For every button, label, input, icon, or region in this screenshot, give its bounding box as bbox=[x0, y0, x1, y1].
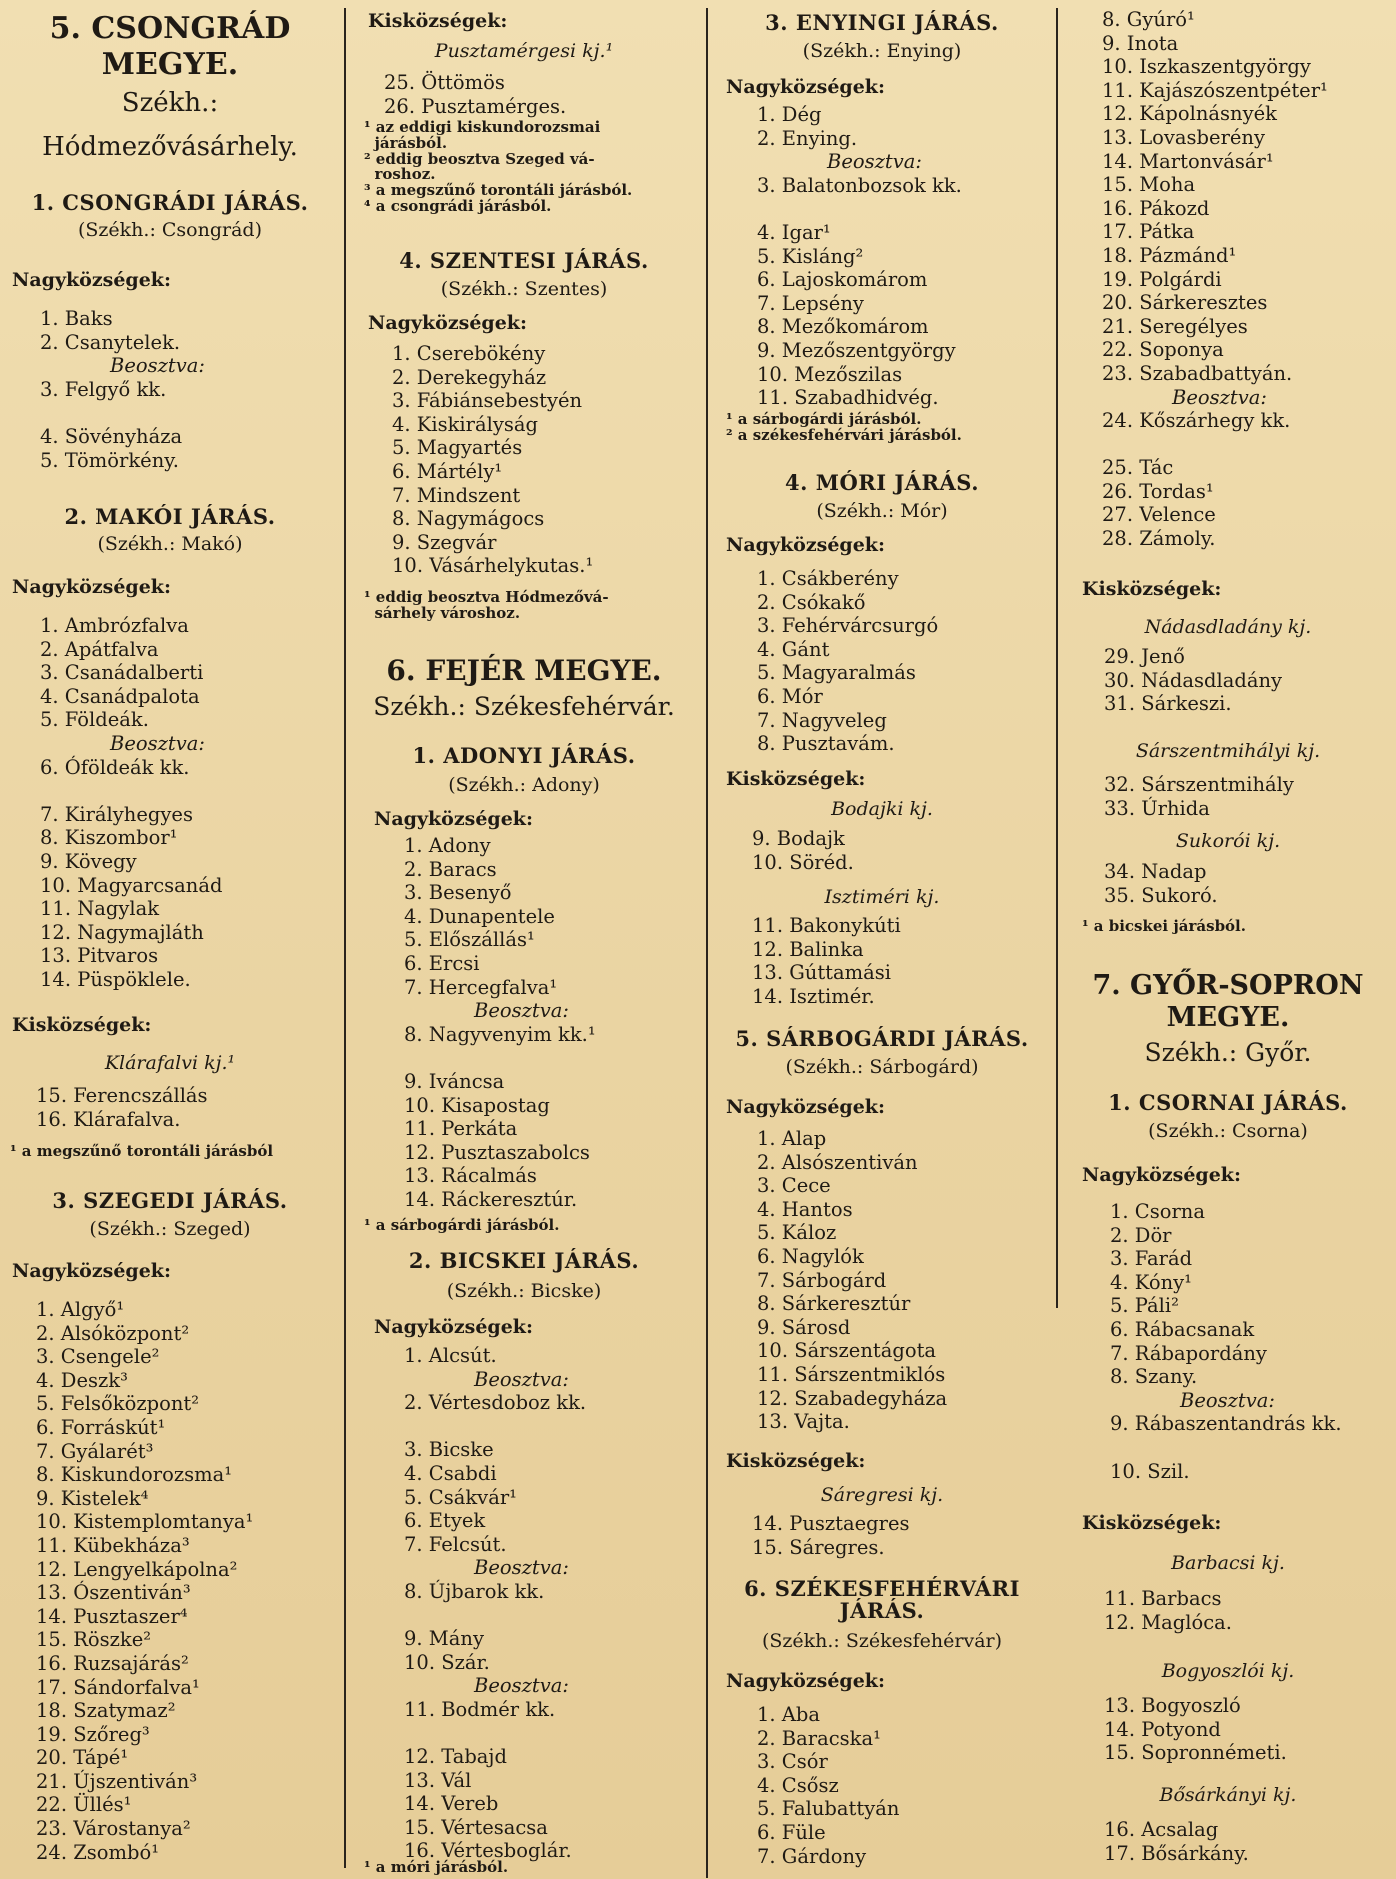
district-seat: (Székh.: Sárbogárd) bbox=[785, 1056, 979, 1078]
list-item: 2. Vértesdoboz kk. bbox=[404, 1391, 587, 1415]
list-item: 9. Bodajk bbox=[752, 827, 845, 850]
list-item: 1. Algyő¹ bbox=[36, 1298, 125, 1321]
list-item: 9. Mezőszentgyörgy bbox=[757, 338, 956, 362]
list-item: 2. Alsóközpont² bbox=[36, 1321, 190, 1345]
village-list bbox=[40, 307, 205, 472]
list-item: 9. Kistelek⁴ bbox=[36, 1486, 149, 1510]
list-item: 8. Gyúró¹ bbox=[1102, 8, 1195, 31]
list-item: 2. Enying. bbox=[757, 126, 858, 150]
megye-seat: Székh.: Győr. bbox=[1144, 1038, 1312, 1067]
district-seat: (Székh.: Mór) bbox=[816, 500, 948, 522]
footnote: ¹ a sárbogárdi járásból. bbox=[364, 1216, 560, 1234]
district-title: 4. SZENTESI JÁRÁS. bbox=[399, 248, 649, 273]
list-item: 14. Ráckeresztúr. bbox=[404, 1187, 578, 1211]
list-item: Beosztva: bbox=[110, 731, 205, 755]
list-item: 4. Kiskirályság bbox=[392, 412, 538, 436]
column-3 bbox=[712, 0, 1052, 1879]
district-title: 2. BICSKEI JÁRÁS. bbox=[408, 1248, 640, 1273]
list-item: 8. Nagyvenyim kk.¹ bbox=[404, 1022, 596, 1046]
column-4 bbox=[1060, 0, 1396, 1879]
subdistrict-title: Sárszentmihályi kj. bbox=[1135, 740, 1321, 762]
list-item: 14. Pusztaszer⁴ bbox=[36, 1604, 188, 1628]
footnote: ¹ a sárbogárdi járásból. ² a székesfehérvári járásból. bbox=[726, 410, 962, 444]
group-heading: Kisközségek: bbox=[1082, 578, 1222, 600]
list-item: 2. Csókakő bbox=[757, 590, 866, 614]
district-seat: (Székh.: Enying) bbox=[802, 40, 962, 62]
district-title: 3. ENYINGI JÁRÁS. bbox=[765, 10, 999, 35]
list-item: 2. Csanytelek. bbox=[40, 330, 181, 354]
district-seat: (Székh.: Szeged) bbox=[89, 1218, 251, 1240]
list-item: 7. Sárbogárd bbox=[757, 1268, 887, 1292]
list-item: 3. Farád bbox=[1110, 1247, 1193, 1271]
district-title: 5. SÁRBOGÁRDI JÁRÁS. bbox=[735, 1026, 1029, 1051]
list-item: 16. Ruzsajárás² bbox=[36, 1651, 189, 1675]
list-item: 6. Lajoskomárom bbox=[757, 268, 928, 292]
list-item: 3. Csanádalberti bbox=[40, 661, 204, 685]
village-list bbox=[36, 1298, 253, 1864]
list-item: 18. Pázmánd¹ bbox=[1102, 243, 1237, 267]
district-title: 6. SZÉKESFEHÉRVÁRI bbox=[744, 1576, 1020, 1601]
list-item bbox=[40, 779, 222, 803]
list-item: 10. Magyarcsanád bbox=[40, 873, 223, 897]
list-item: 28. Zámoly. bbox=[1102, 527, 1216, 551]
list-item: 11. Kajászószentpéter¹ bbox=[1102, 78, 1328, 102]
group-heading: Nagyközségek: bbox=[374, 1316, 533, 1338]
list-item bbox=[1102, 433, 1328, 457]
district-title: 1. ADONYI JÁRÁS. bbox=[412, 743, 636, 768]
list-item bbox=[404, 1046, 596, 1070]
group-heading: Nagyközségek: bbox=[374, 808, 533, 830]
list-item: 16. Pákozd bbox=[1102, 196, 1210, 220]
list-item: 5. Tömörkény. bbox=[40, 448, 179, 472]
list-item: 10. Kisapostag bbox=[404, 1093, 550, 1117]
list-item: 4. Sövényháza bbox=[40, 424, 183, 448]
list-item bbox=[404, 1415, 586, 1439]
list-item bbox=[757, 197, 962, 221]
column-divider bbox=[1056, 8, 1058, 1308]
list-item: 21. Seregélyes bbox=[1102, 314, 1248, 338]
megye-title: 6. FEJÉR MEGYE. bbox=[386, 654, 662, 687]
list-item: 6. Óföldeák kk. bbox=[40, 755, 190, 779]
list-item: 3. Balatonbozsok kk. bbox=[757, 173, 962, 197]
list-item: 4. Dunapentele bbox=[404, 904, 555, 928]
village-list bbox=[1104, 645, 1282, 716]
list-item: 26. Tordas¹ bbox=[1102, 479, 1214, 503]
list-item: 6. Füle bbox=[757, 1820, 826, 1844]
list-item: 1. Baks bbox=[40, 307, 113, 330]
list-item: 4. Csősz bbox=[757, 1773, 839, 1797]
list-item bbox=[404, 1604, 586, 1628]
list-item: 13. Vál bbox=[404, 1768, 472, 1792]
list-item: Beosztva: bbox=[474, 999, 569, 1023]
list-item: 12. Nagymajláth bbox=[40, 920, 204, 944]
list-item: 1. Cserebökény bbox=[392, 342, 546, 365]
list-item: 11. Bodmér kk. bbox=[404, 1697, 556, 1721]
group-heading: Kisközségek: bbox=[368, 10, 508, 32]
village-list bbox=[36, 1084, 208, 1131]
list-item: 5. Káloz bbox=[757, 1221, 837, 1245]
village-list bbox=[1104, 1694, 1287, 1765]
list-item: 8. Kiszombor¹ bbox=[40, 826, 178, 850]
list-item: 6. Mártély¹ bbox=[392, 459, 503, 483]
list-item: Beosztva: bbox=[474, 1556, 569, 1580]
subdistrict-title: Sukorói kj. bbox=[1175, 830, 1281, 852]
list-item: 8. Sárkeresztúr bbox=[757, 1292, 911, 1316]
group-heading: Nagyközségek: bbox=[368, 312, 527, 334]
list-item: 7. Felcsút. bbox=[404, 1532, 507, 1556]
list-item: Beosztva: bbox=[827, 150, 922, 174]
list-item: Beosztva: bbox=[474, 1367, 569, 1391]
list-item: 5. Előszállás¹ bbox=[404, 928, 535, 952]
list-item: 4. Gánt bbox=[757, 637, 830, 661]
list-item: 3. Fehérvárcsurgó bbox=[757, 614, 939, 638]
footnote: ¹ az eddigi kiskundorozsmai járásból. ² eddig beosztva Szeged vá- roshoz. ³ a megszűnő torontáli járásból. ⁴ a csongrádi járásból. bbox=[364, 118, 633, 215]
footnote: ¹ a megszűnő torontáli járásból bbox=[10, 1142, 274, 1160]
megye-seat: Hódmezővásárhely. bbox=[42, 132, 298, 162]
list-item: 6. Forráskút¹ bbox=[36, 1415, 166, 1439]
list-item: 29. Jenő bbox=[1104, 645, 1185, 668]
village-list bbox=[404, 1344, 586, 1863]
list-item: 2. Apátfalva bbox=[40, 637, 159, 661]
list-item: 7. Hercegfalva¹ bbox=[404, 975, 558, 999]
megye-title: MEGYE. bbox=[1166, 1002, 1290, 1033]
list-item: 3. Csengele² bbox=[36, 1345, 160, 1369]
district-seat: (Székh.: Makó) bbox=[97, 533, 243, 555]
list-item: 21. Újszentiván³ bbox=[36, 1769, 198, 1793]
list-item: 14. Vereb bbox=[404, 1792, 499, 1816]
list-item: 9. Kövegy bbox=[40, 849, 137, 873]
list-item: 10. Szil. bbox=[1110, 1459, 1190, 1483]
list-item: 15. Moha bbox=[1102, 173, 1196, 197]
list-item: 1. Ambrózfalva bbox=[40, 614, 189, 637]
list-item: 15. Sopronnémeti. bbox=[1104, 1741, 1287, 1765]
list-item: 7. Gyálarét³ bbox=[36, 1439, 154, 1463]
list-item: 12. Pusztaszabolcs bbox=[404, 1140, 590, 1164]
list-item: 6. Mór bbox=[757, 684, 823, 708]
column-1 bbox=[0, 0, 340, 1879]
list-item: 11. Nagylak bbox=[40, 897, 160, 921]
list-item: 3. Csór bbox=[757, 1750, 828, 1774]
list-item: 7. Rábapordány bbox=[1110, 1341, 1267, 1365]
list-item: 20. Sárkeresztes bbox=[1102, 291, 1268, 315]
list-item: 7. Lepsény bbox=[757, 291, 864, 315]
list-item: 19. Polgárdi bbox=[1102, 267, 1222, 291]
group-heading: Nagyközségek: bbox=[12, 576, 171, 598]
list-item: 27. Velence bbox=[1102, 503, 1216, 527]
list-item: 4. Csabdi bbox=[404, 1461, 497, 1485]
list-item: 13. Ószentiván³ bbox=[36, 1581, 191, 1605]
list-item: 24. Kőszárhegy kk. bbox=[1102, 409, 1291, 433]
list-item: 14. Martonvásár¹ bbox=[1102, 149, 1274, 173]
district-title: 1. CSONGRÁDI JÁRÁS. bbox=[31, 190, 309, 215]
group-heading: Kisközségek: bbox=[1082, 1512, 1222, 1534]
list-item: 6. Ercsi bbox=[404, 951, 480, 975]
megye-seat-label: Székh.: bbox=[121, 88, 219, 118]
list-item: 4. Igar¹ bbox=[757, 220, 831, 244]
list-item: 22. Soponya bbox=[1102, 338, 1224, 362]
list-item: 15. Vértesacsa bbox=[404, 1815, 548, 1839]
village-list bbox=[757, 103, 962, 410]
list-item: 26. Pusztamérges. bbox=[384, 94, 567, 118]
district-seat: (Székh.: Szentes) bbox=[440, 278, 608, 300]
list-item: 10. Söréd. bbox=[752, 850, 854, 874]
list-item: 11. Barbacs bbox=[1104, 1587, 1222, 1610]
village-list bbox=[1104, 773, 1294, 820]
list-item: 3. Besenyő bbox=[404, 881, 512, 905]
list-item: 1. Aba bbox=[757, 1703, 820, 1726]
footnote: ¹ a bicskei járásból. bbox=[1082, 917, 1246, 935]
list-item: 13. Bogyoszló bbox=[1104, 1694, 1241, 1717]
column-divider bbox=[344, 8, 346, 1868]
list-item: 9. Sárosd bbox=[757, 1315, 851, 1339]
village-list bbox=[1102, 8, 1328, 551]
list-item: Beosztva: bbox=[110, 354, 205, 378]
list-item: 3. Bicske bbox=[404, 1438, 494, 1462]
list-item: 2. Baracs bbox=[404, 857, 497, 881]
district-seat: (Székh.: Csongrád) bbox=[77, 219, 263, 241]
list-item: 4. Hantos bbox=[757, 1197, 853, 1221]
list-item: 5. Magyaralmás bbox=[757, 661, 916, 685]
list-item: 7. Nagyveleg bbox=[757, 708, 887, 732]
column-divider bbox=[706, 8, 708, 1878]
list-item: 7. Mindszent bbox=[392, 483, 521, 507]
list-item: 13. Rácalmás bbox=[404, 1164, 537, 1188]
list-item: 8. Mezőkomárom bbox=[757, 315, 929, 339]
list-item: 17. Pátka bbox=[1102, 220, 1195, 244]
district-seat: (Székh.: Székesfehérvár) bbox=[761, 1630, 1003, 1652]
list-item: 31. Sárkeszi. bbox=[1104, 692, 1232, 716]
list-item: 13. Lovasberény bbox=[1102, 125, 1266, 149]
list-item bbox=[404, 1722, 586, 1746]
list-item: 13. Vajta. bbox=[757, 1410, 850, 1434]
district-title: 2. MAKÓI JÁRÁS. bbox=[64, 504, 276, 529]
list-item: 1. Csorna bbox=[1110, 1200, 1205, 1223]
subdistrict-title: Nádasdladány kj. bbox=[1144, 616, 1312, 638]
list-item: 5. Kisláng² bbox=[757, 244, 864, 268]
list-item: 1. Dég bbox=[757, 103, 822, 126]
list-item: 11. Perkáta bbox=[404, 1117, 518, 1141]
list-item: 4. Deszk³ bbox=[36, 1368, 128, 1392]
list-item: 3. Fábiánsebestyén bbox=[392, 389, 583, 413]
list-item: 12. Lengyelkápolna² bbox=[36, 1557, 238, 1581]
list-item: 5. Csákvár¹ bbox=[404, 1485, 517, 1509]
list-item: 2. Alsószentiván bbox=[757, 1150, 918, 1174]
list-item bbox=[40, 401, 205, 425]
group-heading: Nagyközségek: bbox=[726, 534, 885, 556]
list-item: Beosztva: bbox=[1180, 1388, 1275, 1412]
list-item: 5. Magyartés bbox=[392, 436, 523, 460]
group-heading: Nagyközségek: bbox=[726, 1096, 885, 1118]
subdistrict-title: Bogyoszlói kj. bbox=[1161, 1660, 1295, 1682]
list-item: 15. Sáregres. bbox=[752, 1535, 885, 1559]
group-heading: Nagyközségek: bbox=[726, 76, 885, 98]
footnote: ¹ a móri járásból. bbox=[364, 1858, 509, 1876]
village-list bbox=[392, 342, 593, 578]
list-item: 10. Mezőszilas bbox=[757, 362, 903, 386]
list-item: 7. Gárdony bbox=[757, 1844, 867, 1868]
list-item: 6. Nagylók bbox=[757, 1244, 864, 1268]
list-item: 14. Pusztaegres bbox=[752, 1512, 910, 1535]
subdistrict-title: Isztiméri kj. bbox=[824, 886, 940, 908]
list-item: 14. Isztimér. bbox=[752, 984, 875, 1008]
group-heading: Kisközségek: bbox=[726, 768, 866, 790]
list-item: 33. Úrhida bbox=[1104, 796, 1210, 820]
group-heading: Nagyközségek: bbox=[12, 269, 171, 291]
column-2 bbox=[348, 0, 700, 1879]
list-item: 14. Potyond bbox=[1104, 1717, 1221, 1741]
list-item: 35. Sukoró. bbox=[1104, 883, 1218, 907]
village-list bbox=[1110, 1200, 1342, 1483]
list-item: 12. Balinka bbox=[752, 937, 864, 961]
list-item: 16. Klárafalva. bbox=[36, 1107, 181, 1131]
list-item: 12. Tabajd bbox=[404, 1745, 507, 1769]
subdistrict-title: Sáregresi kj. bbox=[820, 1484, 944, 1506]
list-item: 5. Falubattyán bbox=[757, 1797, 900, 1821]
list-item: 16. Acsalag bbox=[1104, 1818, 1219, 1841]
village-list bbox=[757, 1703, 899, 1868]
list-item: 17. Bősárkány. bbox=[1104, 1841, 1249, 1865]
list-item: 5. Földeák. bbox=[40, 708, 149, 732]
list-item: 5. Páli² bbox=[1110, 1294, 1179, 1318]
list-item: Beosztva: bbox=[474, 1674, 569, 1698]
village-list bbox=[40, 614, 222, 992]
list-item: 1. Alcsút. bbox=[404, 1344, 497, 1367]
subdistrict-title: Klárafalvi kj.¹ bbox=[104, 1052, 236, 1074]
group-heading: Nagyközségek: bbox=[1082, 1164, 1241, 1186]
list-item: 5. Felsőközpont² bbox=[36, 1392, 200, 1416]
group-heading: Kisközségek: bbox=[12, 1014, 152, 1036]
subdistrict-title: Barbacsi kj. bbox=[1171, 1552, 1285, 1574]
village-list bbox=[384, 71, 566, 118]
village-list bbox=[1104, 860, 1218, 907]
list-item: 9. Mány bbox=[404, 1627, 484, 1651]
village-list bbox=[757, 1127, 947, 1434]
list-item: 8. Kiskundorozsma¹ bbox=[36, 1463, 233, 1487]
district-title: JÁRÁS. bbox=[839, 1598, 925, 1623]
list-item: 2. Derekegyház bbox=[392, 365, 547, 389]
list-item: 1. Alap bbox=[757, 1127, 827, 1150]
list-item: 6. Etyek bbox=[404, 1509, 486, 1533]
group-heading: Nagyközségek: bbox=[726, 1670, 885, 1692]
megye-title: 5. CSONGRÁD bbox=[49, 11, 291, 46]
list-item: 20. Tápé¹ bbox=[36, 1746, 129, 1770]
district-title: 3. SZEGEDI JÁRÁS. bbox=[52, 1188, 288, 1213]
list-item bbox=[1110, 1436, 1342, 1460]
list-item: 11. Szabadhidvég. bbox=[757, 386, 939, 410]
list-item: 9. Rábaszentandrás kk. bbox=[1110, 1412, 1342, 1436]
village-list bbox=[404, 834, 596, 1212]
footnote: ¹ eddig beosztva Hódmezővá- sárhely városhoz. bbox=[364, 588, 609, 622]
village-list bbox=[752, 914, 901, 1008]
list-item: 13. Gúttamási bbox=[752, 961, 892, 985]
list-item: 15. Röszke² bbox=[36, 1628, 152, 1652]
list-item: 23. Szabadbattyán. bbox=[1102, 361, 1293, 385]
village-list bbox=[1104, 1587, 1232, 1634]
list-item: 4. Csanádpalota bbox=[40, 684, 200, 708]
list-item: 9. Iváncsa bbox=[404, 1069, 505, 1093]
list-item: 23. Várostanya² bbox=[36, 1817, 191, 1841]
list-item: 11. Kübekháza³ bbox=[36, 1533, 190, 1557]
list-item: 22. Üllés¹ bbox=[36, 1793, 132, 1817]
list-item: 11. Sárszentmiklós bbox=[757, 1362, 946, 1386]
list-item: 10. Iszkaszentgyörgy bbox=[1102, 55, 1311, 79]
subdistrict-title: Bősárkányi kj. bbox=[1159, 1784, 1297, 1806]
list-item: 25. Öttömös bbox=[384, 71, 505, 94]
list-item: 6. Rábacsanak bbox=[1110, 1317, 1255, 1341]
list-item: 17. Sándorfalva¹ bbox=[36, 1675, 200, 1699]
list-item: 7. Királyhegyes bbox=[40, 802, 193, 826]
district-title: 4. MÓRI JÁRÁS. bbox=[784, 470, 980, 495]
list-item: 10. Sárszentágota bbox=[757, 1339, 937, 1363]
village-list bbox=[1104, 1818, 1249, 1865]
list-item: 2. Dör bbox=[1110, 1223, 1172, 1247]
list-item: 9. Szegvár bbox=[392, 530, 497, 554]
list-item: 11. Bakonykúti bbox=[752, 914, 901, 937]
list-item: 13. Pitvaros bbox=[40, 944, 159, 968]
list-item: 12. Maglóca. bbox=[1104, 1610, 1233, 1634]
village-list bbox=[752, 827, 854, 874]
megye-seat: Székh.: Székesfehérvár. bbox=[373, 692, 675, 721]
list-item: 8. Pusztavám. bbox=[757, 732, 895, 756]
district-seat: (Székh.: Bicske) bbox=[446, 1280, 602, 1302]
village-list bbox=[752, 1512, 910, 1559]
subdistrict-title: Bodajki kj. bbox=[831, 798, 933, 820]
list-item: 34. Nadap bbox=[1104, 860, 1207, 883]
list-item: 1. Csákberény bbox=[757, 567, 899, 590]
list-item: 12. Szabadegyháza bbox=[757, 1386, 948, 1410]
list-item: 15. Ferencszállás bbox=[36, 1084, 208, 1107]
megye-title: MEGYE. bbox=[101, 47, 239, 82]
list-item: 14. Püspöklele. bbox=[40, 967, 191, 991]
list-item: 19. Szőreg³ bbox=[36, 1722, 150, 1746]
list-item: 32. Sárszentmihály bbox=[1104, 773, 1294, 796]
list-item: 1. Adony bbox=[404, 834, 491, 857]
megye-title: 7. GYŐR-SOPRON bbox=[1092, 970, 1364, 1001]
list-item: Beosztva: bbox=[1172, 385, 1267, 409]
district-title: 1. CSORNAI JÁRÁS. bbox=[1108, 1090, 1348, 1115]
list-item: 24. Zsombó¹ bbox=[36, 1840, 160, 1864]
subdistrict-title: Pusztamérgesi kj.¹ bbox=[434, 40, 614, 62]
list-item: 10. Vásárhelykutas.¹ bbox=[392, 554, 594, 578]
list-item: 8. Nagymágocs bbox=[392, 507, 545, 531]
list-item: 8. Újbarok kk. bbox=[404, 1579, 545, 1603]
list-item: 3. Cece bbox=[757, 1174, 831, 1198]
list-item: 16. Vértesboglár. bbox=[404, 1839, 572, 1863]
list-item: 18. Szatymaz² bbox=[36, 1699, 176, 1723]
group-heading: Nagyközségek: bbox=[12, 1260, 171, 1282]
group-heading: Kisközségek: bbox=[726, 1450, 866, 1472]
list-item: 3. Felgyő kk. bbox=[40, 377, 167, 401]
list-item: 12. Kápolnásnyék bbox=[1102, 102, 1277, 126]
list-item: 25. Tác bbox=[1102, 456, 1174, 480]
village-list bbox=[757, 567, 938, 756]
list-item: 9. Inota bbox=[1102, 31, 1179, 55]
list-item: 10. Kistemplomtanya¹ bbox=[36, 1510, 254, 1534]
list-item: 8. Szany. bbox=[1110, 1365, 1198, 1389]
list-item: 30. Nádasdladány bbox=[1104, 668, 1283, 692]
list-item: 4. Kóny¹ bbox=[1110, 1270, 1192, 1294]
list-item: 10. Szár. bbox=[404, 1650, 490, 1674]
district-seat: (Székh.: Csorna) bbox=[1148, 1120, 1308, 1142]
district-seat: (Székh.: Adony) bbox=[448, 774, 600, 796]
list-item: 2. Baracska¹ bbox=[757, 1726, 881, 1750]
